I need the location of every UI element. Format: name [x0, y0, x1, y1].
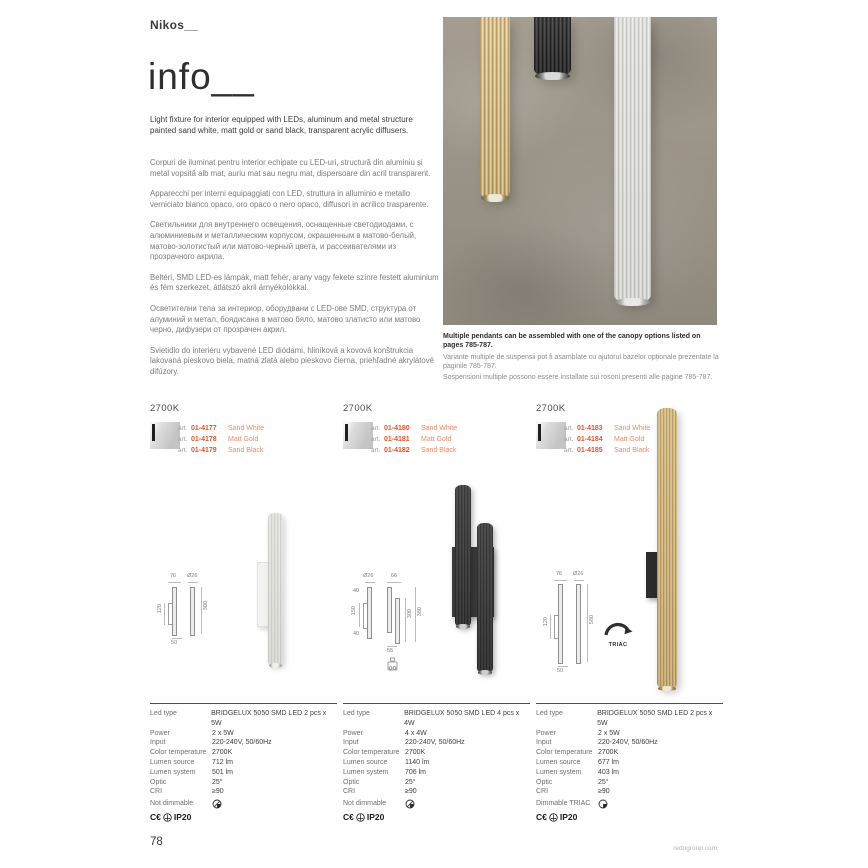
spec-row — [343, 748, 530, 758]
color-temperature-label: 2700K — [536, 403, 566, 414]
spec-label: Power — [150, 729, 170, 737]
spec-label: Optic — [150, 778, 167, 786]
spec-label: CRI — [150, 788, 163, 796]
intro-text-en: Light fixture for interior equipped with LEDs, aluminum and metal structure painted sand white, matt gold or sand black, transparent acrylic diffusers. — [150, 115, 413, 135]
spec-value: 25° — [405, 778, 416, 786]
spec-value: 403 lm — [598, 768, 620, 776]
pendant-gold-cap — [481, 194, 509, 202]
spec-value: 677 lm — [598, 758, 620, 766]
article-row — [371, 425, 457, 436]
pendant-gold — [480, 17, 510, 199]
spec-value: 2700K — [212, 749, 233, 757]
triac-label: TRIAC — [608, 642, 628, 648]
spec-label: Lumen system — [150, 768, 196, 776]
color-temperature-label: 2700K — [150, 403, 180, 414]
product-family-name: Nikos__ — [150, 18, 199, 32]
article-finish: Matt Gold — [614, 436, 645, 443]
dim-width: 76 — [170, 573, 177, 579]
spec-label: Lumen source — [343, 758, 388, 766]
lamp-cap — [478, 670, 492, 675]
dim-bracket: 120 — [543, 617, 549, 627]
spec-row — [343, 787, 530, 797]
technical-drawing — [157, 573, 232, 658]
pendant-black — [534, 17, 571, 77]
article-prefix: art. — [371, 425, 381, 432]
dimmable-label: Not dimmable — [150, 800, 194, 808]
wall-lamp-gold-render — [536, 403, 726, 703]
spec-row — [536, 748, 723, 758]
dim-base: 50 — [557, 668, 564, 674]
spec-row — [536, 768, 723, 778]
article-list — [178, 425, 264, 458]
article-list — [371, 425, 457, 458]
spec-label: Led type — [150, 710, 177, 717]
article-code: 01-4183 — [577, 425, 603, 432]
spec-label: Lumen system — [536, 768, 582, 776]
article-finish: Sand Black — [421, 447, 457, 454]
article-prefix: art. — [564, 425, 574, 432]
photo-caption-it: Sospensioni multiple possono essere installate sui rosoni presenti alle pagine 785-787. — [443, 374, 713, 382]
pendant-black-cap — [535, 72, 570, 80]
product-column-3 — [536, 403, 726, 703]
description-it: Apparecchi per interni equipaggiati con LED, struttura in alluminio e metallo verniciato bianco opaco, oro opaco o nero opaco, diffusori in acrilico trasparente. — [150, 189, 429, 209]
dimmable-row — [343, 798, 530, 809]
spec-row — [536, 778, 723, 788]
ce-mark: C€ — [536, 812, 547, 823]
spec-label: Input — [536, 739, 552, 747]
ip-rating: IP20 — [173, 812, 192, 823]
wall-lamp-black-render — [448, 483, 503, 678]
certification-icon — [163, 813, 172, 822]
article-prefix: art. — [564, 436, 574, 443]
dim-outer: 380 — [417, 607, 423, 617]
article-code: 01-4184 — [577, 436, 603, 443]
article-prefix: art. — [371, 436, 381, 443]
article-finish: Sand Black — [614, 447, 650, 454]
dim-width: 66 — [391, 573, 398, 579]
dim-base: 50 — [171, 640, 178, 646]
certification-marks — [343, 812, 530, 822]
spec-value: ≥90 — [405, 788, 417, 796]
spec-value: 2700K — [405, 749, 426, 757]
spec-value: 501 lm — [212, 768, 234, 776]
spec-label: CRI — [343, 788, 356, 796]
spec-row — [536, 758, 723, 768]
article-row — [371, 436, 457, 447]
article-code: 01-4180 — [384, 425, 410, 432]
spec-value: 1140 lm — [405, 758, 430, 766]
article-code: 01-4178 — [191, 436, 217, 443]
technical-drawing — [351, 573, 455, 678]
spec-value: 25° — [598, 778, 609, 786]
spec-value: 25° — [212, 778, 223, 786]
spec-value: 706 lm — [405, 768, 427, 776]
photo-caption — [443, 332, 720, 384]
page-number: 78 — [150, 836, 163, 848]
article-finish: Sand Black — [228, 447, 264, 454]
spec-row — [150, 738, 337, 748]
spec-row — [150, 768, 337, 778]
article-code: 01-4179 — [191, 447, 217, 454]
article-row — [178, 436, 264, 447]
spec-label: Optic — [536, 778, 553, 786]
spec-value: BRIDGELUX 5050 SMD LED 4 pcs x 4W — [404, 710, 520, 727]
article-finish: Matt Gold — [228, 436, 259, 443]
spec-label: Input — [343, 739, 359, 747]
article-code: 01-4185 — [577, 447, 603, 454]
description-hu: Beltéri, SMD LED-es lámpák, matt fehér, arany vagy fekete színre festett aluminium és fém szerkezet, átlátszó akril árnyékolókkal. — [150, 272, 439, 293]
spec-table-3 — [536, 703, 723, 822]
spec-table-1 — [150, 703, 337, 822]
spec-value: 2 x 5W — [212, 729, 234, 737]
spec-row — [343, 729, 530, 739]
color-temperature-label: 2700K — [343, 403, 373, 414]
dim-diameter: Ø26 — [573, 571, 584, 577]
lamp-cap — [456, 624, 470, 629]
spec-label: Power — [536, 729, 556, 737]
spec-label: CRI — [536, 788, 549, 796]
dimmable-row — [150, 798, 337, 809]
spec-value: 220-240V, 50/60Hz — [212, 739, 272, 747]
pendant-white — [614, 17, 651, 303]
description-ru: Светильники для внутреннего освещения, оснащенные светодиодами, с алюминиевым и металлическим корпусом, окрашенным в матово-белый, матово-золотистый или матово-черный цвета, и рассеивателями из прозрачного акрила. — [150, 220, 417, 262]
spec-row — [536, 709, 723, 729]
article-finish: Sand White — [421, 425, 458, 432]
spec-label: Led type — [343, 710, 370, 717]
spec-label: Led type — [536, 710, 563, 717]
dim-seg-bot: 40 — [353, 631, 360, 637]
spec-label: Color temperature — [536, 749, 593, 757]
wall-lamp-white-render — [255, 508, 300, 673]
spec-row — [150, 729, 337, 739]
hero-product-photo — [443, 17, 717, 325]
article-prefix: art. — [178, 425, 188, 432]
certification-marks — [150, 812, 337, 822]
spec-value: 4 x 4W — [405, 729, 427, 737]
ce-mark: C€ — [343, 812, 354, 823]
article-finish: Sand White — [614, 425, 651, 432]
dim-height: 580 — [589, 615, 595, 625]
certification-icon — [356, 813, 365, 822]
article-prefix: art. — [178, 436, 188, 443]
spec-label: Lumen source — [536, 758, 581, 766]
spec-row — [150, 778, 337, 788]
website-url: redogroup.com — [673, 845, 717, 852]
spec-value: BRIDGELUX 5050 SMD LED 2 pcs x 5W — [211, 710, 327, 727]
spec-label: Input — [150, 739, 166, 747]
dim-inner: 300 — [407, 609, 413, 619]
spec-value: 220-240V, 50/60Hz — [405, 739, 465, 747]
lamp-cap — [658, 686, 676, 691]
lamp-cap — [269, 663, 282, 668]
article-row — [371, 447, 457, 458]
article-row — [178, 447, 264, 458]
mounting-bracket-icon — [386, 657, 399, 672]
ip-rating: IP20 — [366, 812, 385, 823]
spec-row — [536, 738, 723, 748]
dimmable-row — [536, 798, 723, 809]
dim-seg-mid: 150 — [351, 606, 357, 616]
dim-diameter: Ø26 — [363, 573, 374, 579]
dimmable-icon — [598, 799, 608, 809]
dim-bracket: 120 — [157, 604, 163, 614]
article-finish: Sand White — [228, 425, 265, 432]
spec-row — [150, 758, 337, 768]
dimmable-label: Dimmable TRIAC — [536, 800, 591, 808]
dim-diameter: Ø26 — [187, 573, 198, 579]
spec-value: BRIDGELUX 5050 SMD LED 2 pcs x 5W — [597, 710, 713, 727]
spec-value: ≥90 — [598, 788, 610, 796]
article-prefix: art. — [564, 447, 574, 454]
description-paragraphs — [150, 158, 440, 388]
spec-label: Lumen system — [343, 768, 389, 776]
article-code: 01-4181 — [384, 436, 410, 443]
spec-label: Power — [343, 729, 363, 737]
spec-value: ≥90 — [212, 788, 224, 796]
certification-icon — [549, 813, 558, 822]
spec-label: Lumen source — [150, 758, 195, 766]
dimmable-label: Not dimmable — [343, 800, 387, 808]
product-column-1 — [150, 403, 340, 703]
spec-row — [343, 709, 530, 729]
dim-width: 76 — [556, 571, 563, 577]
photo-caption-ro: Variante multiple de suspensii pot fi asamblate cu ajutorul bazelor opționale prezentate la paginile 785-787. — [443, 353, 719, 370]
ip-rating: IP20 — [559, 812, 578, 823]
spec-row — [150, 787, 337, 797]
spec-value: 2 x 5W — [598, 729, 620, 737]
article-code: 01-4177 — [191, 425, 217, 432]
spec-row — [150, 748, 337, 758]
description-bg: Осветителни тела за интериор, оборудвани с LED-ове SMD, структура от алуминий и метал, боядисана в матово бяло, матово златисто или матово черно, дифузери от прозрачен акрил. — [150, 303, 421, 335]
spec-value: 220-240V, 50/60Hz — [598, 739, 658, 747]
spec-row — [150, 709, 337, 729]
spec-row — [343, 778, 530, 788]
product-thumbnail — [150, 422, 180, 449]
article-prefix: art. — [371, 447, 381, 454]
spec-label: Optic — [343, 778, 360, 786]
dim-base: 55 — [387, 648, 394, 654]
pendant-white-cap — [615, 298, 650, 306]
description-ro: Corpuri de iluminat pentru interior echipate cu LED-uri, structură din aluminiu și metal vopsită alb mat, auriu mat sau negru mat, dispersoare din acril transparent. — [150, 158, 431, 178]
product-thumbnail — [343, 422, 373, 449]
spec-row — [343, 768, 530, 778]
spec-label: Color temperature — [343, 749, 400, 757]
description-sk: Svietidlo do interiéru vybavené LED diódami, hliníková a kovová konštrukcia lakovaná pieskovo biela, matná zlatá alebo pieskovo čierna, priehľadné akrylátové difúzory. — [150, 345, 435, 376]
article-prefix: art. — [178, 447, 188, 454]
spec-table-2 — [343, 703, 530, 822]
dim-seg-top: 40 — [353, 588, 360, 594]
certification-marks — [536, 812, 723, 822]
spec-row — [343, 758, 530, 768]
spec-value: 2700K — [598, 749, 619, 757]
spec-row — [343, 738, 530, 748]
not-dimmable-icon — [405, 799, 415, 809]
dim-height: 300 — [203, 601, 209, 611]
photo-caption-en: Multiple pendants can be assembled with one of the canopy options listed on pages 785-787. — [443, 333, 701, 350]
ce-mark: C€ — [150, 812, 161, 823]
article-code: 01-4182 — [384, 447, 410, 454]
product-column-2 — [343, 403, 533, 703]
spec-value: 712 lm — [212, 758, 234, 766]
article-row — [178, 425, 264, 436]
not-dimmable-icon — [212, 799, 222, 809]
spec-row — [536, 729, 723, 739]
article-finish: Matt Gold — [421, 436, 452, 443]
spec-row — [536, 787, 723, 797]
page-title: info__ — [148, 56, 255, 97]
spec-label: Color temperature — [150, 749, 207, 757]
